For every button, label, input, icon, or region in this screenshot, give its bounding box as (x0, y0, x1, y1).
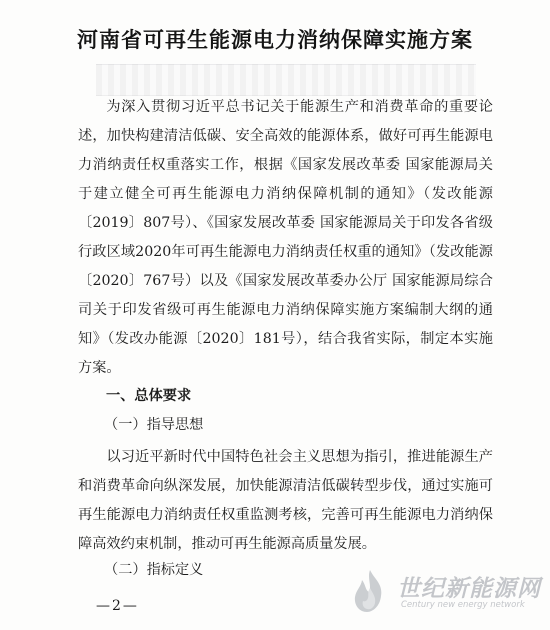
flame-logo-icon (345, 566, 395, 616)
page-number: —2— (96, 598, 139, 614)
intro-paragraph: 为深入贯彻习近平总书记关于能源生产和消费革命的重要论述，加快构建清洁低碳、安全高效的能源体系，做好可再生能源电力消纳责任权重落实工作，根据《国家发展改革委 国家能源局关于建立健全可再生能源电力消纳保障机制的通知》（发改能源〔2019〕807号）、《国家发展改革委 国家能源局关于印发各省级行政区域2020年可再生能源电力消纳责任权重的通知》（发改能源〔2020〕767号）以及《国家发展改革委办公厅 国家能源局综合司关于印发省级可再生能源电力消纳保障实施方案编制大纲的通知》（发改办能源〔2020〕181号），结合我省实际，制定本实施方案。 (78, 99, 493, 376)
faded-stamp-band (96, 64, 476, 96)
watermark-site-name: 世纪新能源网 (397, 576, 541, 602)
document-title: 河南省可再生能源电力消纳保障实施方案 (77, 28, 473, 52)
subsection-heading-indicator-definition: （二）指标定义 (104, 562, 204, 578)
guiding-ideology-paragraph: 以习近平新时代中国特色社会主义思想为指引，推进能源生产和消费革命向纵深发展，加快能源清洁低碳转型步伐，通过实施可再生能源电力消纳责任权重监测考核，完善可再生能源电力消纳保障高效约束机制，推动可再生能源高质量发展。 (78, 449, 493, 552)
section-heading-general-requirements: 一、总体要求 (106, 388, 192, 404)
site-watermark (345, 562, 545, 620)
watermark-tagline: Century new energy network (401, 600, 525, 610)
subsection-heading-guiding-ideology: （一）指导思想 (104, 417, 204, 433)
